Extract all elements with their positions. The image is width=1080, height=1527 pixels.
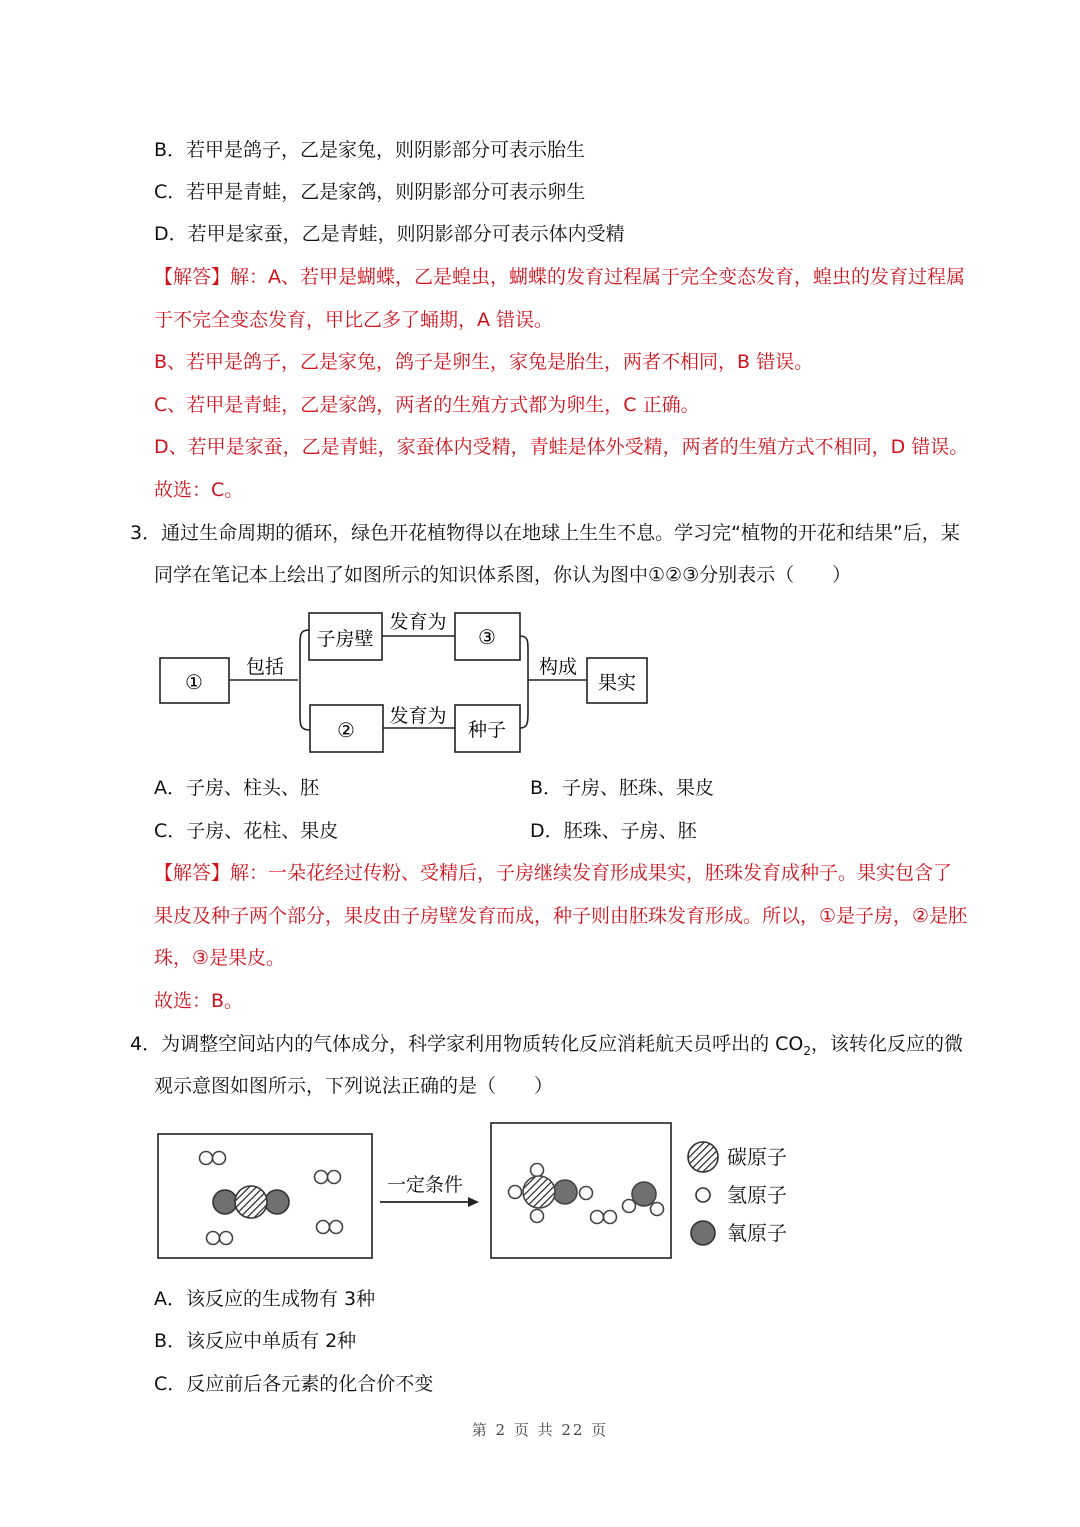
q3-box-1: ① xyxy=(185,670,203,694)
q3-knowledge-diagram xyxy=(150,600,660,762)
q3-answer-choice: 故选：B。 xyxy=(154,990,244,1012)
q3-label-compose: 构成 xyxy=(538,656,578,678)
q3-option-a: A．子房、柱头、胚 xyxy=(154,777,319,799)
q2-answer-line: C、若甲是青蛙，乙是家鸽，两者的生殖方式都为卵生，C 正确。 xyxy=(154,394,700,416)
q4-option-b: B．该反应中单质有 2种 xyxy=(154,1330,357,1352)
q2-answer-line: 【解答】解：A、若甲是蝴蝶，乙是蝗虫，蝴蝶的发育过程属于完全变态发育，蝗虫的发育过程属 xyxy=(154,266,966,288)
q4-stem-line xyxy=(130,1031,963,1064)
q2-answer-line: D、若甲是家蚕，乙是青蛙，家蚕体内受精，青蛙是体外受精，两者的生殖方式不相同，D 错误。 xyxy=(154,436,969,458)
q3-option-b: B．子房、胚珠、果皮 xyxy=(530,777,715,799)
q4-option-c: C．反应前后各元素的化合价不变 xyxy=(154,1373,434,1395)
q4-option-a: A．该反应的生成物有 3种 xyxy=(154,1288,376,1310)
q2-option-b: B．若甲是鸽子，乙是家兔，则阴影部分可表示胎生 xyxy=(154,139,586,161)
q4-reaction-condition: 一定条件 xyxy=(386,1174,464,1196)
legend-carbon-atom: 碳原子 xyxy=(727,1145,787,1169)
q3-box-2: ② xyxy=(337,718,355,742)
q4-stem-subscript: 2 xyxy=(803,1043,811,1058)
q3-label-include: 包括 xyxy=(245,656,285,678)
q3-answer-line: 果皮及种子两个部分，果皮由子房壁发育而成，种子则由胚珠发育形成。所以，①是子房，②是胚 xyxy=(154,905,968,927)
q4-stem-line: 观示意图如图所示，下列说法正确的是（ ） xyxy=(154,1075,554,1097)
q3-answer-line: 【解答】解：一朵花经过传粉、受精后，子房继续发育形成果实，胚珠发育成种子。果实包含了 xyxy=(154,862,953,884)
q3-box-fruit: 果实 xyxy=(597,672,637,694)
q2-option-c: C．若甲是青蛙，乙是家鸽，则阴影部分可表示卵生 xyxy=(154,181,586,203)
legend-hydrogen-atom: 氢原子 xyxy=(727,1183,787,1207)
q2-answer-line: 于不完全变态发育，甲比乙多了蛹期，A 错误。 xyxy=(154,309,554,331)
page-number-footer: 第 2 页 共 22 页 xyxy=(471,1421,609,1439)
q4-stem-text-end: ，该转化反应的微 xyxy=(811,1033,964,1055)
q3-option-d: D．胚珠、子房、胚 xyxy=(530,820,697,842)
q3-box-ovary-wall: 子房壁 xyxy=(316,628,374,650)
q3-answer-line: 珠，③是果皮。 xyxy=(154,947,286,969)
legend-oxygen-atom: 氧原子 xyxy=(727,1221,787,1245)
q3-label-develop-top: 发育为 xyxy=(389,611,447,633)
q3-label-develop-bottom: 发育为 xyxy=(389,705,447,727)
q2-answer-choice: 故选：C。 xyxy=(154,479,244,501)
q2-answer-line: B、若甲是鸽子，乙是家兔，鸽子是卵生，家兔是胎生，两者不相同，B 错误。 xyxy=(154,351,814,373)
q4-stem-text: 4．为调整空间站内的气体成分，科学家利用物质转化反应消耗航天员呼出的 CO xyxy=(130,1033,804,1055)
q3-stem-line: 3．通过生命周期的循环，绿色开花植物得以在地球上生生不息。学习完“植物的开花和结果”后，某 xyxy=(130,522,960,544)
q3-option-c: C．子房、花柱、果皮 xyxy=(154,820,339,842)
q4-reaction-diagram xyxy=(150,1115,800,1265)
q2-option-d: D．若甲是家蚕，乙是青蛙，则阴影部分可表示体内受精 xyxy=(154,223,625,245)
q3-stem-line: 同学在笔记本上绘出了如图所示的知识体系图，你认为图中①②③分别表示（ ） xyxy=(154,564,852,586)
q3-box-seed: 种子 xyxy=(467,719,507,741)
q3-box-3: ③ xyxy=(478,625,496,649)
